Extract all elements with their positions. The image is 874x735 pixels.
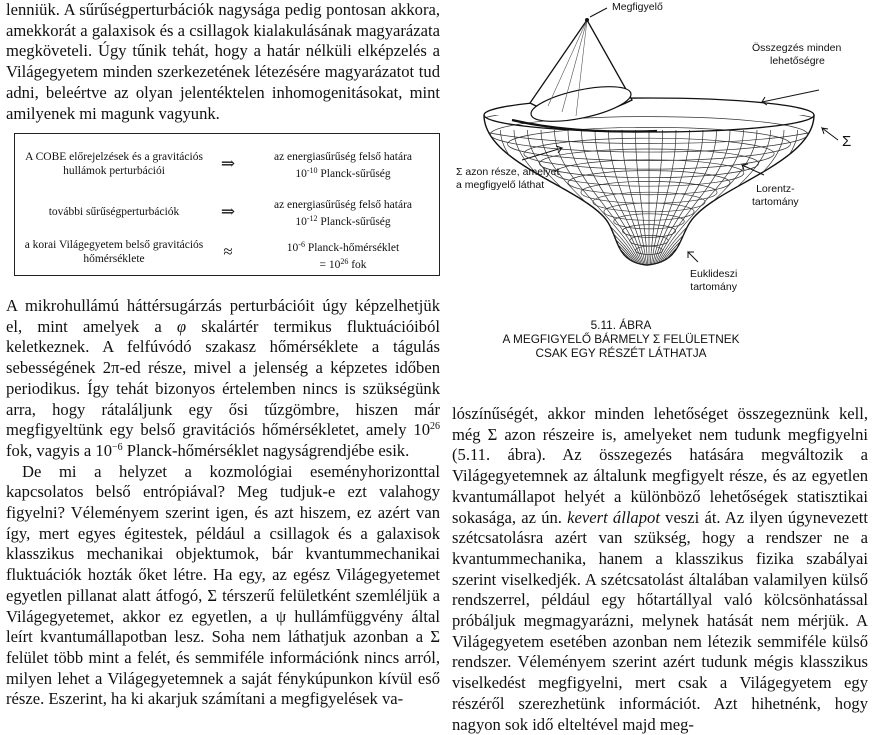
label-sigma: Σ	[842, 133, 852, 150]
caption-line-1: A MEGFIGYELŐ BÁRMELY Σ FELÜLETNEK	[502, 332, 740, 346]
paragraph-intro: lenniük. A sűrűségperturbációk nagysága pedig pontosan akkora, amekkorát a galaxisok és a csillagok kialakulásának magyarázata megköveteli. Úgy tűnik tehát, hogy a határ nélküli elképzelés a Világegyetem minden szerkezetének létezésére magyarázatot tud adni, beleértve az olyan jelentéktelen inhomogenitásokat, mint amilyenek mi magunk vagyunk.	[6, 0, 440, 123]
box-row-2-right: az energiasűrűség felső határa $10^{-12}$ Planck-sűrűség	[273, 199, 413, 228]
box-row-1-left: A COBE előrejelzések és a gravitációs hullámok perturbációi	[25, 151, 203, 177]
box-row-2-left: további sűrűségperturbációk	[48, 206, 180, 218]
cobe-summary-box	[14, 133, 440, 276]
label-lorentz-region: Lorentz- tartomány	[752, 183, 799, 208]
approx-symbol-icon: ≈	[223, 242, 233, 261]
paragraph-perturbations: A mikrohullámú háttérsugárzás perturbációit úgy képzelhetjük el, mint amelyek a φ skalártér termikus fluktuációiból keletkeznek. A felfúvódó szakasz hőmérséklete a tágulás sebességének 2π-ed része, mivel a jelenség a képzetes időben periodikus. Így tehát bizonyos értelemben nincs is szükségünk arra, hogy rátaláljunk egy ősi tűzgömbre, hiszen már megfigyeltünk egy belső gravitációs hőmérsékletet, amely $10^{26}$ fok, vagyis a $10^{-6}$ Planck-hőmérséklet nagyságrendjébe esik.	[6, 296, 440, 460]
label-euclidean-region: Euklideszi tartomány	[690, 268, 738, 293]
caption-number: 5.11. ÁBRA	[590, 318, 652, 332]
figure-caption	[452, 318, 790, 360]
implies-arrow-icon: ⇒	[220, 202, 236, 221]
left-column-bottom	[6, 296, 440, 710]
right-column-bottom	[452, 404, 868, 735]
label-observable-part: Σ azon része, amelyet a megfigyelő láthat	[456, 166, 560, 191]
left-column-top	[6, 0, 440, 124]
paragraph-decoherence: lószínűségét, akkor minden lehetőséget összegeznünk kell, még Σ azon részeire is, amelyeket nem tudunk megfigyelni (5.11. ábra). Az összegezés hatására megváltozik a Világegyetemnek az általunk megfigyelt része, és az egyetlen kvantumállapot helyét a különböző lehetőségek statisztikai sokasága, az ún. kevert állapot veszi át. Az ilyen úgynevezett szétcsatolásra azért van szükség, hogy a rendszer ne a kvantummechanika, hanem a klasszikus fizika szabályai szerint viselkedjék. A szétcsatolást általában valamilyen külső rendszerrel, például egy hőtartállyal való kölcsönhatással próbáljuk megmagyarázni, melynek hatását nem mérjük. A Világegyetem esetében azonban nem létezik semmiféle külső rendszer. Véleményem szerint azért tudunk mégis klasszikus viselkedést megfigyelni, mert csak a Világegyetem egy részéről szerezhetünk információt. Azt hihetnénk, hogy nagyon sok idő elteltével majd meg-	[452, 404, 868, 734]
label-sum-all: Összegzés minden lehetőségre	[752, 42, 842, 67]
box-row-1-right: az energiasűrűség felső határa $10^{-10}$ Planck-sűrűség	[273, 151, 413, 180]
label-observer: Megfigyelő	[612, 1, 663, 13]
paragraph-entropy: De mi a helyzet a kozmológiai eseményhorizonttal kapcsolatos belső entrópiával? Meg tudjuk-e ezt valahogy figyelni? Véleményem szerint igen, és azt hiszem, ez azért van így, mert egyes égitestek, például a csillagok és a galaxisok klasszikus mechanikai objektumok, bár kvantummechanikai fluktuációk hozták őket létre. Ha egy, az egész Világegyetemet egyetlen pillanat alatt átfogó, Σ térszerű felületként szemléljük a Világegyetemet, akkor ez egyetlen, a ψ hullámfüggvény által leírt kvantumállapotban lesz. Soha nem láthatjuk azonban a Σ felület több mint a felét, és semmiféle információnk nincs arról, milyen lehet a Világegyetemnek a saját fénykúpunkon kívül eső része. Eszerint, ha ki akarjuk számítani a megfigyelések va-	[6, 461, 440, 709]
observer-point-icon	[585, 18, 589, 22]
caption-line-2: CSAK EGY RÉSZÉT LÁTHATJA	[535, 346, 707, 360]
implies-arrow-icon: ⇒	[220, 154, 236, 173]
box-row-3-right: $10^{-6}$ Planck-hőmérséklet = $10^{26}$ fok	[286, 240, 400, 271]
figure-5-11	[452, 0, 874, 360]
box-row-3-left: a korai Világegyetem belső gravitációs hőmérséklete	[24, 239, 204, 265]
